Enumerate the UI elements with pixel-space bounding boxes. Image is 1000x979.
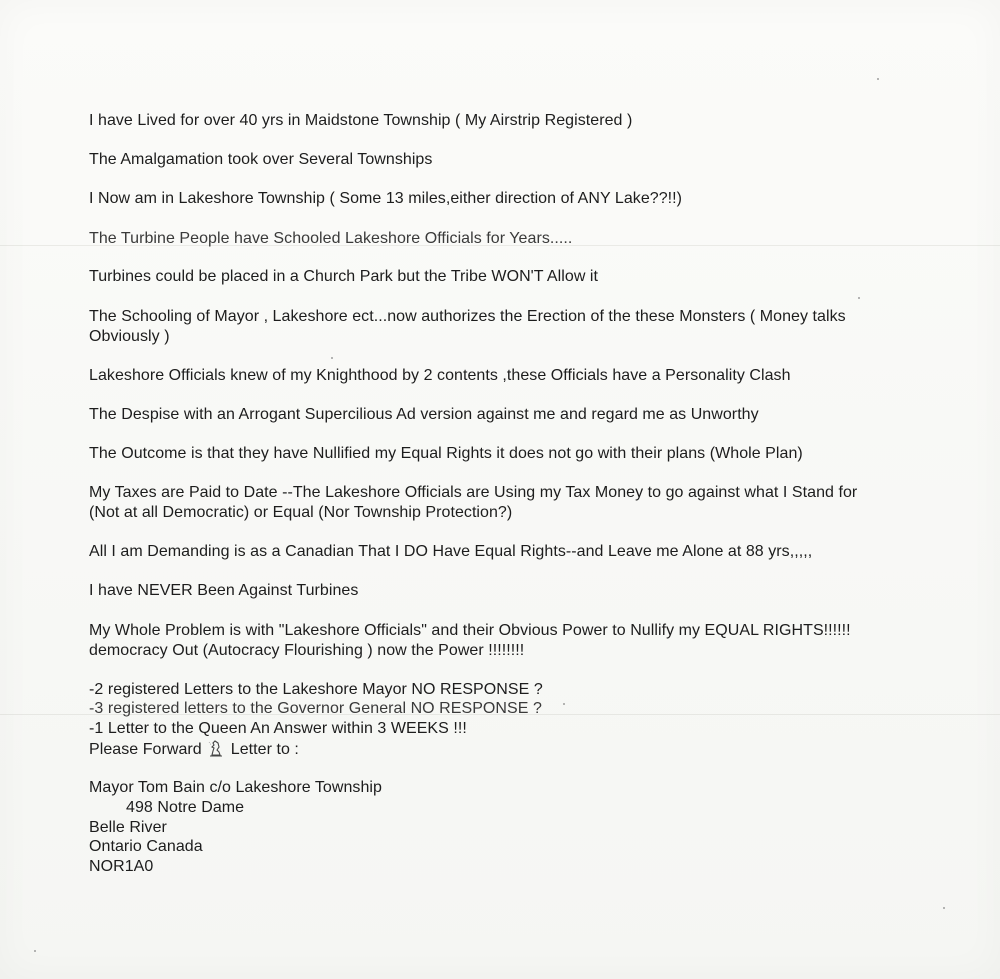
paper-speck [563, 703, 565, 705]
paper-speck [877, 78, 879, 80]
address-town: Belle River [89, 819, 167, 836]
address-province: Ontario Canada [89, 838, 203, 855]
forward-suffix: Letter to : [230, 741, 299, 758]
letter-line: Obviously ) [89, 328, 170, 345]
paper-speck [34, 950, 36, 952]
letter-line: The Amalgamation took over Several Townships [89, 151, 433, 168]
knight-chess-icon [208, 739, 224, 757]
letter-line: I have NEVER Been Against Turbines [89, 582, 359, 599]
letter-line: (Not at all Democratic) or Equal (Nor Township Protection?) [89, 504, 513, 521]
letter-line: I have Lived for over 40 yrs in Maidstone Township ( My Airstrip Registered ) [89, 112, 633, 129]
letter-line: My Whole Problem is with "Lakeshore Officials" and their Obvious Power to Nullify my EQUAL RIGHTS!!!!!! [89, 622, 851, 639]
correspondence-line: -3 registered letters to the Governor General NO RESPONSE ? [89, 700, 542, 717]
letter-line: Turbines could be placed in a Church Park but the Tribe WON'T Allow it [89, 268, 599, 285]
correspondence-line: -1 Letter to the Queen An Answer within 3 WEEKS !!! [89, 720, 467, 737]
address-street: 498 Notre Dame [126, 799, 245, 816]
letter-line: All I am Demanding is as a Canadian That I DO Have Equal Rights--and Leave me Alone at 88 yrs,,,,, [89, 543, 813, 560]
letter-line: democracy Out (Autocracy Flourishing ) now the Power !!!!!!!! [89, 642, 525, 659]
correspondence-line: -2 registered Letters to the Lakeshore Mayor NO RESPONSE ? [89, 681, 543, 698]
letter-line: The Turbine People have Schooled Lakeshore Officials for Years..... [89, 230, 573, 247]
letter-line: I Now am in Lakeshore Township ( Some 13 miles,either direction of ANY Lake??!!) [89, 190, 683, 207]
letter-line: My Taxes are Paid to Date --The Lakeshore Officials are Using my Tax Money to go against what I Stand for [89, 484, 858, 501]
address-name: Mayor Tom Bain c/o Lakeshore Township [89, 779, 382, 796]
letter-line: The Outcome is that they have Nullified my Equal Rights it does not go with their plans (Whole Plan) [89, 445, 803, 462]
forward-prefix: Please Forward [89, 741, 202, 758]
letter-line: Lakeshore Officials knew of my Knighthood by 2 contents ,these Officials have a Personality Clash [89, 367, 791, 384]
forward-line [89, 739, 299, 760]
paper-speck [943, 907, 945, 909]
paper-speck [331, 357, 333, 359]
letter-line: The Despise with an Arrogant Supercilious Ad version against me and regard me as Unworthy [89, 406, 759, 423]
letter-line: The Schooling of Mayor , Lakeshore ect...now authorizes the Erection of the these Monsters ( Money talks [89, 308, 846, 325]
paper-speck [858, 297, 860, 299]
address-postal: NOR1A0 [89, 858, 154, 875]
